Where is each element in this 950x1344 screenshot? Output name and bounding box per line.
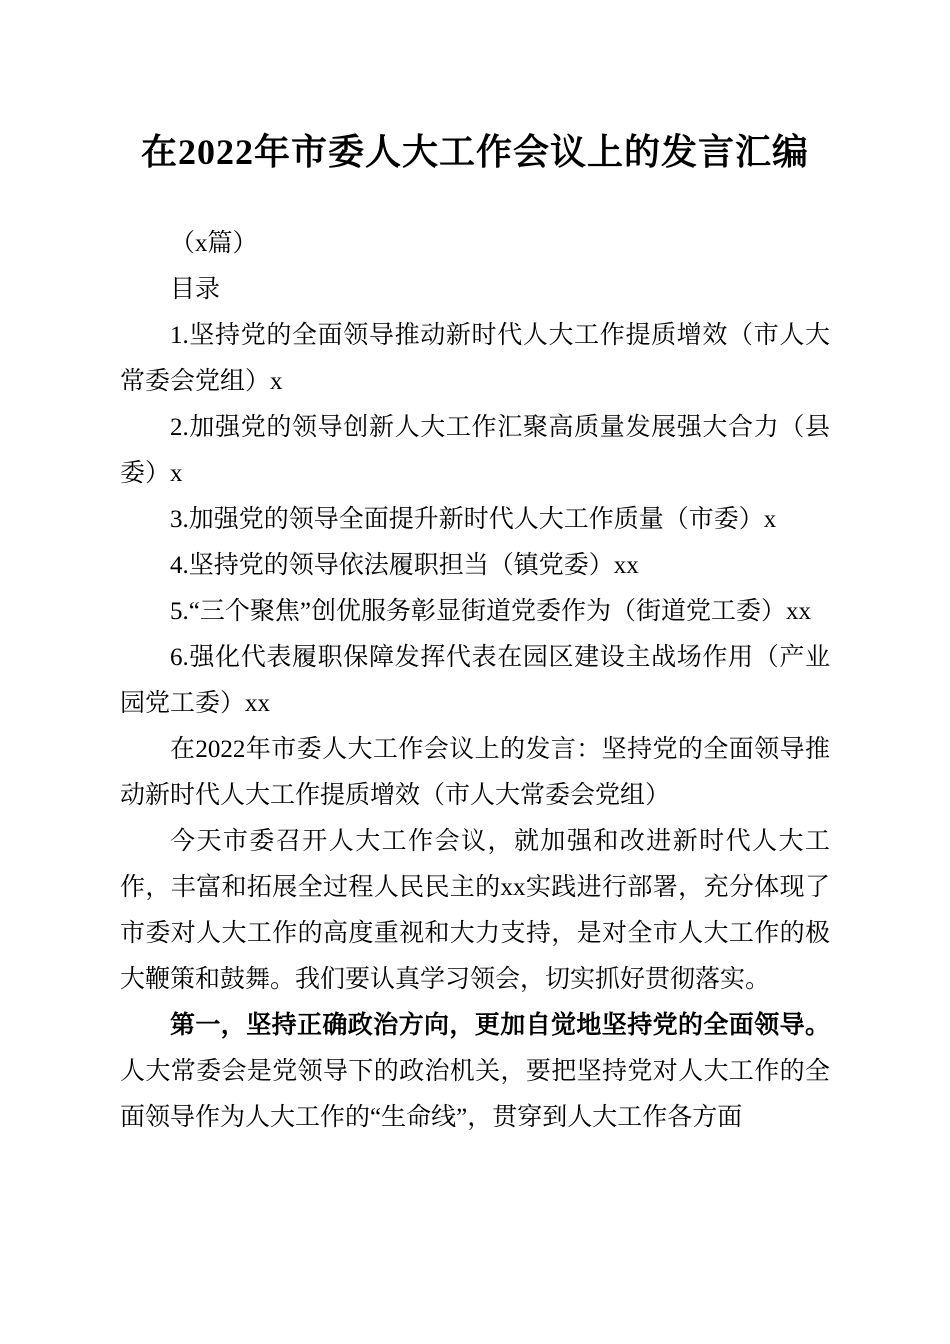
body-paragraph: 今天市委召开人大工作会议，就加强和改进新时代人大工作，丰富和拓展全过程人民民主的xx实践进行部署，充分体现了市委对人大工作的高度重视和大力支持，是对全市人大工作的极大鞭策和鼓舞。我们要认真学习领会，切实抓好贯彻落实。 <box>120 827 830 993</box>
toc-item-5: 5.“三个聚焦”创优服务彰显街道党委作为（街道党工委）xx <box>170 597 811 625</box>
toc-item-6: 6.强化代表履职保障发挥代表在园区建设主战场作用（产业园党工委）xx <box>120 643 830 717</box>
toc-item-4: 4.坚持党的领导依法履职担当（镇党委）xx <box>170 551 639 579</box>
toc-heading: 目录 <box>170 275 221 303</box>
paragraph-bold-lead: 第一，坚持正确政治方向，更加自觉地坚持党的全面领导。 <box>170 1011 830 1039</box>
piece-count: （x篇） <box>170 229 258 257</box>
paragraph-text: 人大常委会是党领导下的政治机关，要把坚持党对人大工作的全面领导作为人大工作的“生命线”，贯穿到人大工作各方面 <box>120 1057 830 1131</box>
document-title: 在2022年市委人大工作会议上的发言汇编 <box>140 132 809 172</box>
body-paragraph <box>120 1003 830 1141</box>
section-heading: 在2022年市委人大工作会议上的发言：坚持党的全面领导推动新时代人大工作提质增效（市人大常委会党组） <box>120 735 830 809</box>
toc-item-2: 2.加强党的领导创新人大工作汇聚高质量发展强大合力（县委）x <box>120 413 830 487</box>
toc-item-1: 1.坚持党的全面领导推动新时代人大工作提质增效（市人大常委会党组）x <box>120 321 830 395</box>
toc-item-3: 3.加强党的领导全面提升新时代人大工作质量（市委）x <box>170 505 777 533</box>
